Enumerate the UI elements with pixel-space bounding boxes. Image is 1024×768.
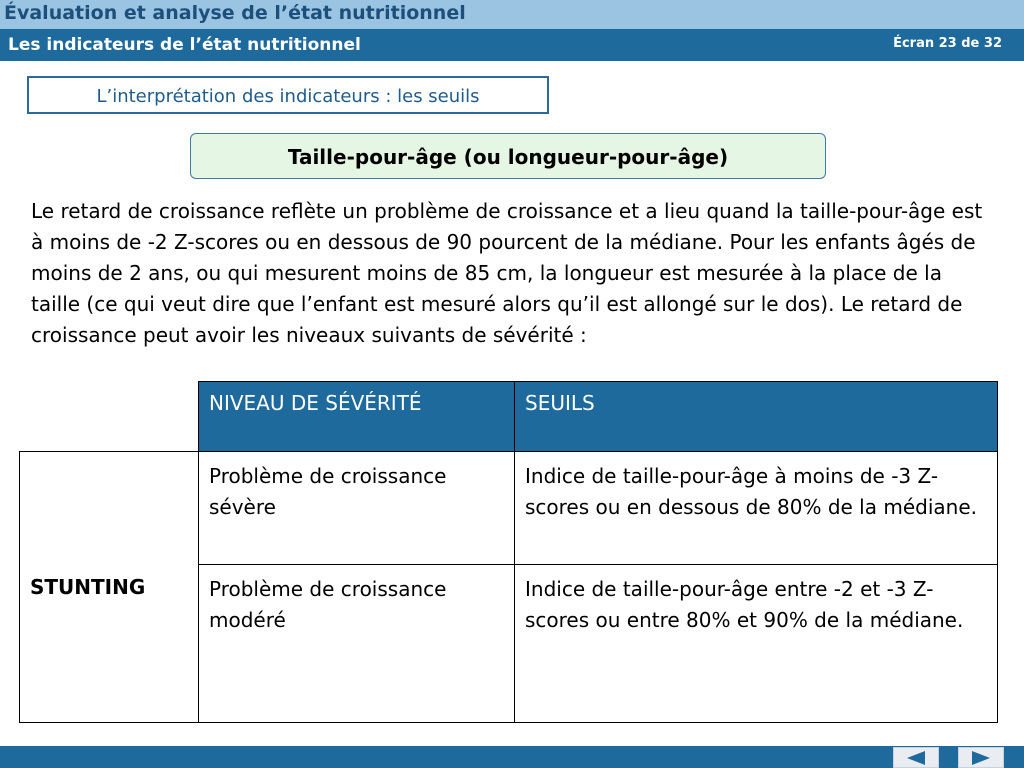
next-screen-button[interactable]	[958, 747, 1004, 768]
severity-level-cell: Problème de croissance modéré	[199, 565, 515, 723]
table-corner-cell	[20, 382, 199, 452]
header-thresholds: SEUILS	[515, 382, 998, 452]
course-header-bar	[0, 0, 1024, 29]
topic-title: Taille-pour-âge (ou longueur-pour-âge)	[287, 145, 729, 169]
threshold-cell: Indice de taille-pour-âge entre -2 et -3 Z-scores ou entre 80% et 90% de la médiane.	[515, 565, 998, 723]
topic-title-box	[190, 133, 826, 179]
table-header-row	[20, 382, 998, 452]
footer-bar	[0, 746, 1024, 768]
module-title: Les indicateurs de l’état nutritionnel	[8, 35, 361, 55]
table-row	[20, 452, 998, 565]
intro-paragraph: Le retard de croissance reflète un problème de croissance et a lieu quand la taille-pour-âge est à moins de -2 Z-scores ou en dessous de 90 pourcent de la médiane. Pour les enfants âgés de moins de 2 ans, ou qui mesurent moins de 85 cm, la longueur est mesurée à la place de la taille (ce qui veut dire que l’enfant est mesuré alors qu’il est allongé sur le dos). Le retard de croissance peut avoir les niveaux suivants de sévérité :	[31, 199, 983, 347]
section-title-box	[27, 76, 549, 114]
triangle-right-icon	[972, 751, 990, 765]
section-title: L’interprétation des indicateurs : les seuils	[96, 86, 480, 107]
severity-table	[19, 381, 998, 723]
header-severity-level: NIVEAU DE SÉVÉRITÉ	[199, 382, 515, 452]
screen-counter: Écran 23 de 32	[893, 36, 1002, 51]
previous-screen-button[interactable]	[893, 747, 939, 768]
triangle-left-icon	[907, 751, 925, 765]
row-group-label: STUNTING	[20, 452, 199, 723]
severity-level-cell: Problème de croissance sévère	[199, 452, 515, 565]
module-header-bar	[0, 29, 1024, 61]
course-title: Évaluation et analyse de l’état nutritionnel	[4, 2, 466, 24]
threshold-cell: Indice de taille-pour-âge à moins de -3 Z-scores ou en dessous de 80% de la médiane.	[515, 452, 998, 565]
